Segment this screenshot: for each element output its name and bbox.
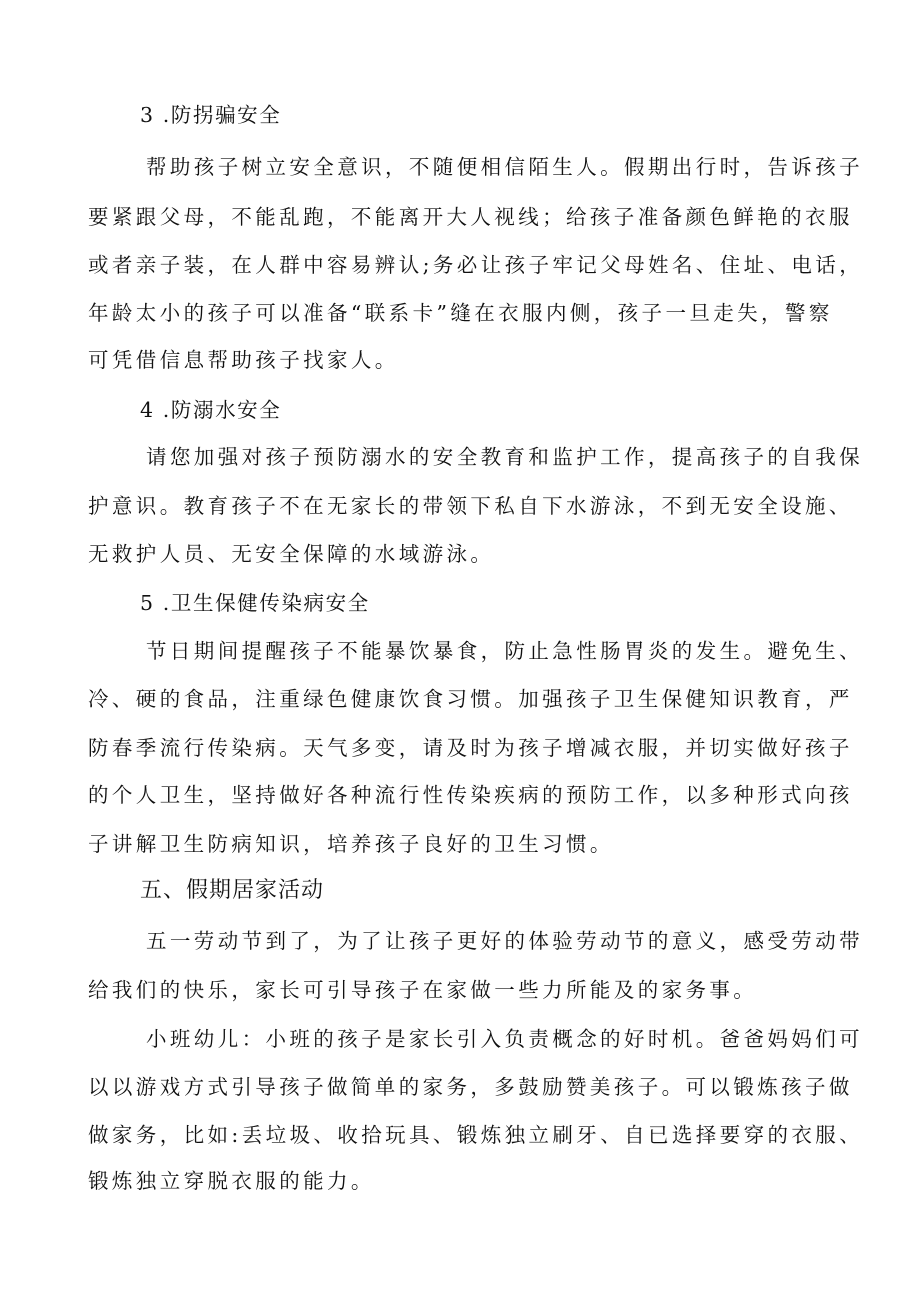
item4-line-3: 无救护人员、无安全保障的水域游泳。 (88, 542, 495, 566)
item5-line-1: 节日期间提醒孩子不能暴饮暴食，防止急性肠胃炎的发生。避免生、 (146, 639, 863, 663)
item3-heading: 3 .防拐骗安全 (140, 103, 282, 127)
small-class-line-2: 以以游戏方式引导孩子做简单的家务，多鼓励赞美孩子。可以锻炼孩子做 (88, 1075, 853, 1099)
item3-line-2: 要紧跟父母，不能乱跑，不能离开大人视线；给孩子准备颜色鲜艳的衣服 (88, 205, 853, 229)
item5-heading: 5 .卫生保健传染病安全 (140, 591, 370, 615)
item3-line-1: 帮助孩子树立安全意识，不随便相信陌生人。假期出行时，告诉孩子 (146, 155, 863, 179)
item5-line-5: 子讲解卫生防病知识，培养孩子良好的卫生习惯。 (88, 832, 614, 856)
small-class-line-3: 做家务，比如:丢垃圾、收拾玩具、锻炼独立刷牙、自已选择要穿的衣服、 (88, 1123, 864, 1147)
item3-line-3: 或者亲子装，在人群中容易辨认;务必让孩子牢记父母姓名、住址、电话， (88, 253, 864, 277)
item5-line-4: 的个人卫生，坚持做好各种流行性传染疾病的预防工作，以多种形式向孩 (88, 783, 853, 807)
item4-line-1: 请您加强对孩子预防溺水的安全教育和监护工作，提高孩子的自我保 (146, 445, 863, 469)
section5-intro-line-1: 五一劳动节到了，为了让孩子更好的体验劳动节的意义，感受劳动带 (146, 929, 863, 953)
item5-line-3: 防春季流行传染病。天气多变，请及时为孩子增减衣服，并切实做好孩子 (88, 736, 853, 760)
item3-line-4: 年龄太小的孩子可以准备“联系卡”缝在衣服内侧，孩子一旦走失，警察 (88, 301, 833, 325)
section-title-holiday-activities: 五、假期居家活动 (140, 878, 325, 903)
section5-intro-line-2: 给我们的快乐，家长可引导孩子在家做一些力所能及的家务事。 (88, 978, 758, 1002)
small-class-line-4: 锻炼独立穿脱衣服的能力。 (88, 1169, 375, 1193)
item3-line-5: 可凭借信息帮助孩子找家人。 (88, 348, 399, 372)
item5-line-2: 冷、硬的食品，注重绿色健康饮食习惯。加强孩子卫生保健知识教育，严 (88, 687, 853, 711)
item4-line-2: 护意识。教育孩子不在无家长的带领下私自下水游泳，不到无安全设施、 (88, 494, 853, 518)
item4-heading: 4 .防溺水安全 (140, 398, 282, 422)
small-class-line-1: 小班幼儿：小班的孩子是家长引入负责概念的好时机。爸爸妈妈们可 (146, 1027, 863, 1051)
